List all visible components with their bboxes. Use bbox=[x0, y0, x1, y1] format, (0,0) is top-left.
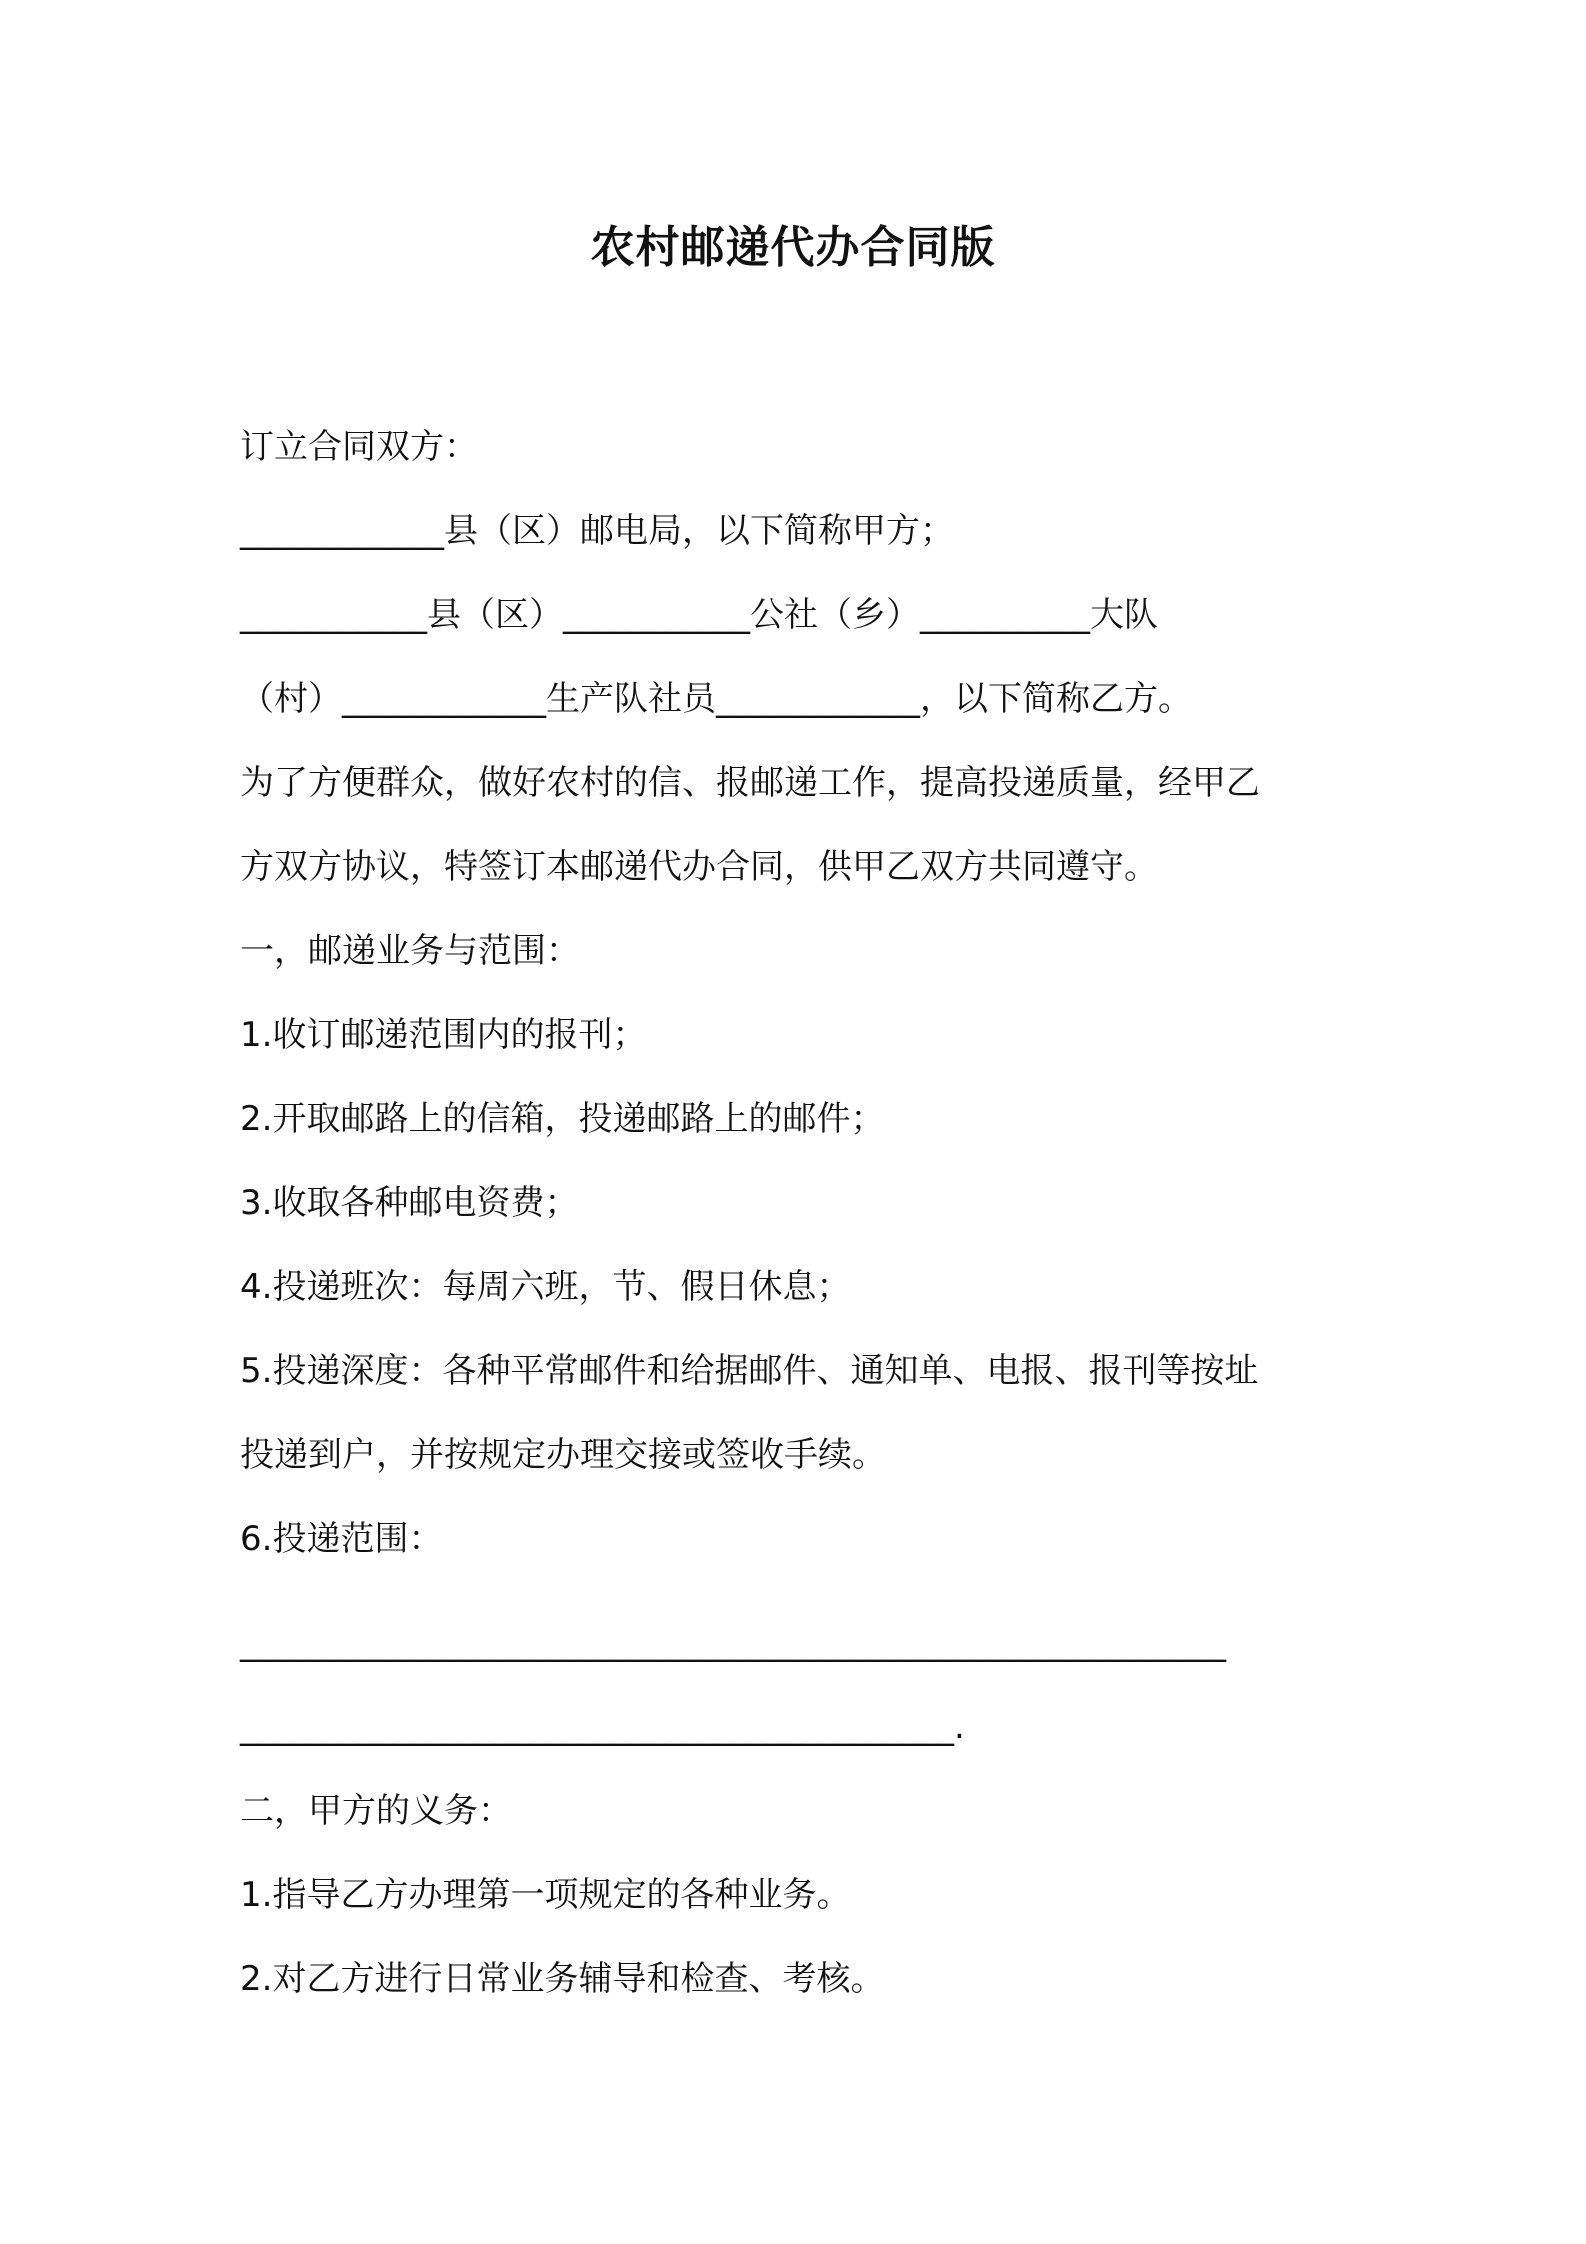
parties-heading: 订立合同双方： bbox=[240, 427, 478, 467]
section-1-item-4: 4.投递班次：每周六班，节、假日休息； bbox=[240, 1267, 851, 1307]
section-1-item-3: 3.收取各种邮电资费； bbox=[240, 1183, 579, 1223]
section-1-heading: 一，邮递业务与范围： bbox=[240, 931, 580, 971]
party-a-line: ____________县（区）邮电局，以下简称甲方； bbox=[240, 511, 954, 551]
section-1-item-5-line-1: 5.投递深度：各种平常邮件和给据邮件、通知单、电报、报刊等按址 bbox=[240, 1351, 1259, 1391]
delivery-range-blank-2: __________________________________________. bbox=[240, 1707, 965, 1747]
section-1-item-2: 2.开取邮路上的信箱，投递邮路上的邮件； bbox=[240, 1099, 885, 1139]
document-title: 农村邮递代办合同版 bbox=[590, 222, 996, 273]
intro-paragraph-line-2: 方双方协议，特签订本邮递代办合同，供甲乙双方共同遵守。 bbox=[240, 847, 1158, 887]
party-b-line-2: （村）____________生产队社员____________，以下简称乙方。 bbox=[240, 679, 1192, 719]
delivery-range-blank-1: __________________________________________________________ bbox=[240, 1623, 1226, 1663]
section-2-heading: 二，甲方的义务： bbox=[240, 1791, 512, 1831]
section-2-item-2: 2.对乙方进行日常业务辅导和检查、考核。 bbox=[240, 1959, 885, 1999]
section-1-item-1: 1.收订邮递范围内的报刊； bbox=[240, 1015, 647, 1055]
intro-paragraph-line-1: 为了方便群众，做好农村的信、报邮递工作，提高投递质量，经甲乙 bbox=[240, 763, 1260, 803]
section-2-item-1: 1.指导乙方办理第一项规定的各种业务。 bbox=[240, 1875, 851, 1915]
section-1-item-6: 6.投递范围： bbox=[240, 1519, 443, 1559]
contract-body bbox=[240, 405, 1360, 2021]
section-1-item-5-line-2: 投递到户，并按规定办理交接或签收手续。 bbox=[240, 1435, 886, 1475]
party-b-line-1: ___________县（区）___________公社（乡）__________大队 bbox=[240, 595, 1158, 635]
